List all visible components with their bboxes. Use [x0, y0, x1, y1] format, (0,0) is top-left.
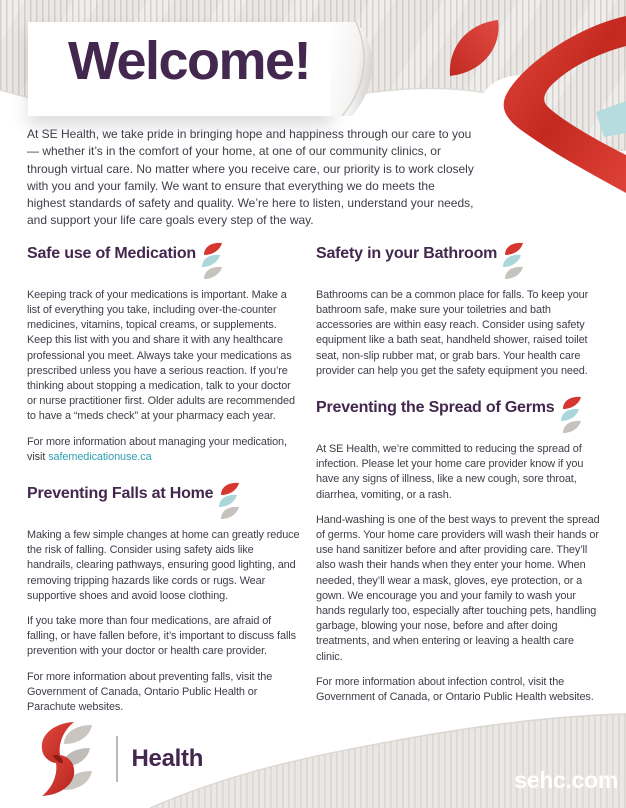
more-info-line — [27, 435, 300, 465]
page-curl-decoration — [330, 22, 388, 122]
section-title — [27, 485, 300, 520]
section-paragraph: At SE Health, we’re committed to reducing the spread of infection. Please let your home care provider know if you have any signs of illness, like a new cough, sore throat, diarrhea, vomiting, or a rash. — [316, 443, 584, 501]
se-ribbon-icon — [560, 396, 584, 434]
section-paragraph: Keeping track of your medications is important. Make a list of everything you take, including over-the-counter medicines, vitamins, topical creams, or supplements. Keep this list with you and share it with any healthcare professional you meet. Always take your medications as prescribed unless you have a serious reaction. If you’re thinking about stopping a medication, talk to your doctor or nurse practitioner first. Older adults are recommended to have a “meds check” at your pharmacy each year. — [27, 288, 295, 423]
red-leaf-shape — [450, 20, 499, 76]
page-title: Welcome! — [68, 31, 311, 91]
section-title — [316, 399, 601, 434]
se-ribbon-icon — [201, 242, 225, 280]
section-safety-in-your-bathroom — [316, 245, 601, 379]
section-title-text: Preventing Falls at Home — [27, 485, 214, 503]
section-title-text: Preventing the Spread of Germs — [316, 399, 555, 416]
left-column — [27, 245, 300, 735]
brand-divider — [116, 736, 118, 782]
section-paragraph: For more information about preventing falls, visit the Government of Canada, Ontario Public Health or Parachute websites. — [27, 670, 273, 714]
section-paragraph: If you take more than four medications, are afraid of falling, or have fallen before, it’s important to discuss falls prevention with your doctor or health care provider. — [27, 615, 296, 658]
se-ribbon-icon — [502, 242, 526, 280]
se-ribbon-icon — [218, 482, 242, 520]
section-preventing-falls-at-home — [27, 485, 300, 715]
section-title — [27, 245, 300, 280]
section-paragraph: Hand-washing is one of the best ways to prevent the spread of germs. Your home care providers will wash their hands or use hand sanitizer before and after providing care. They’ll also wash their hands when they enter your home. When needed, they’ll wear a mask, gloves, eye protection, or a gown. We encourage you and your family to wash your hands regularly too, especially after touching pets, handling garbage, blowing your nose, before and after doing treatments, and when entering or leaving a health care clinic. — [316, 513, 600, 663]
brand-name: Health — [131, 745, 204, 772]
section-paragraph: For more information about infection control, visit the Government of Canada, or Ontario Public Health websites. — [316, 675, 594, 704]
section-paragraph: Making a few simple changes at home can greatly reduce the risk of falling. Consider using safety aids like handrails, clearing pathways, ensuring good lighting, and removing tripping hazards like cords or rugs. Wear supportive shoes and avoid loose clothing. — [27, 529, 300, 602]
main-content — [27, 126, 601, 735]
section-preventing-the-spread-of-germs — [316, 399, 601, 705]
section-safe-use-of-medication — [27, 245, 300, 465]
welcome-banner — [28, 22, 332, 116]
two-column-layout — [27, 245, 601, 735]
section-title-text: Safe use of Medication — [27, 244, 196, 262]
website-url: sehc.com — [514, 767, 618, 793]
right-column — [316, 245, 601, 735]
more-info-text: For more information about managing your medication, visit — [27, 435, 287, 463]
section-paragraph: Bathrooms can be a common place for falls. To keep your bathroom safe, make sure your toiletries and bath accessories are within easy reach. Consider using safety equipment like a bath seat, handheld shower, raised toilet seat, non-slip rubber mat, or grab bars. Your health care provider can help you get the safety equipment you need. — [316, 288, 589, 377]
safemedicationuse-link[interactable]: safemedicationuse.ca — [48, 450, 152, 463]
section-title-text: Safety in your Bathroom — [316, 244, 498, 262]
section-title — [316, 245, 601, 280]
intro-paragraph: At SE Health, we take pride in bringing hope and happiness through our care to you— whether it’s in the comfort of your home, at one of our community clinics, or through virtual care. No matter where you receive care, our priority is to work closely with you and your family. We want to ensure that everything we do meets the highest standards of safety and quality. We’re here to listen, understand your needs, and support your life care goals every step of the way. — [27, 127, 474, 228]
